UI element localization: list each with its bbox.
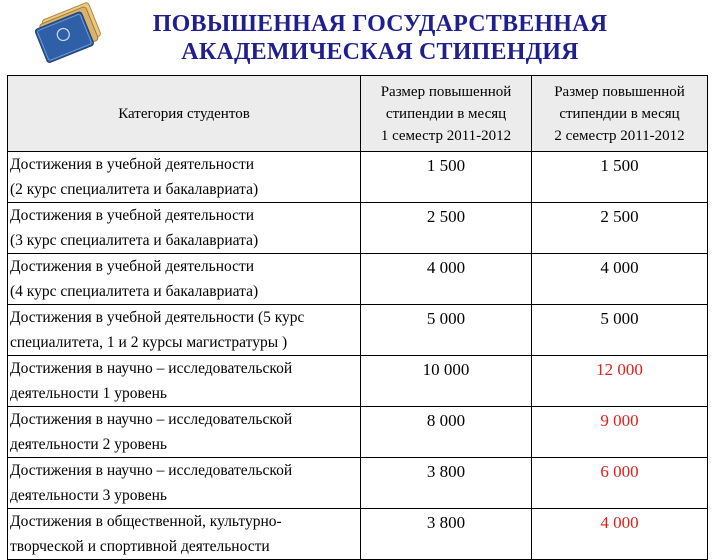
semester-2-amount: 9 000 xyxy=(532,407,708,458)
semester-1-amount: 10 000 xyxy=(361,356,532,407)
table-row xyxy=(8,356,708,407)
table-row xyxy=(8,509,708,560)
table-header-row xyxy=(8,76,708,152)
semester-1-amount: 3 800 xyxy=(361,458,532,509)
category-cell: Достижения в учебной деятельности (2 курс специалитета и бакалавриата) xyxy=(8,152,361,203)
category-cell: Достижения в учебной деятельности (5 курс специалитета, 1 и 2 курсы магистратуры ) xyxy=(8,305,361,356)
semester-1-amount: 2 500 xyxy=(361,203,532,254)
title-line-2: АКАДЕМИЧЕСКАЯ СТИПЕНДИЯ xyxy=(181,39,579,65)
semester-1-amount: 8 000 xyxy=(361,407,532,458)
table-row xyxy=(8,152,708,203)
title-line-1: ПОВЫШЕННАЯ ГОСУДАРСТВЕННАЯ xyxy=(152,11,608,37)
category-cell: Достижения в учебной деятельности (4 курс специалитета и бакалавриата) xyxy=(8,254,361,305)
page-title xyxy=(130,10,630,66)
header-semester-2: Размер повышенной стипендии в месяц 2 семестр 2011-2012 xyxy=(532,76,708,152)
semester-1-amount: 1 500 xyxy=(361,152,532,203)
student-record-books-icon xyxy=(22,2,112,64)
scholarship-table xyxy=(7,75,708,560)
category-cell: Достижения в общественной, культурно- творческой и спортивной деятельности xyxy=(8,509,361,560)
semester-2-amount: 1 500 xyxy=(532,152,708,203)
table-row xyxy=(8,305,708,356)
semester-2-amount: 6 000 xyxy=(532,458,708,509)
semester-1-amount: 3 800 xyxy=(361,509,532,560)
semester-1-amount: 4 000 xyxy=(361,254,532,305)
semester-2-amount: 5 000 xyxy=(532,305,708,356)
category-cell: Достижения в научно – исследовательской деятельности 3 уровень xyxy=(8,458,361,509)
category-cell: Достижения в научно – исследовательской деятельности 2 уровень xyxy=(8,407,361,458)
semester-2-amount: 12 000 xyxy=(532,356,708,407)
header-category: Категория студентов xyxy=(8,76,361,152)
table-row xyxy=(8,203,708,254)
table-row xyxy=(8,407,708,458)
category-cell: Достижения в научно – исследовательской деятельности 1 уровень xyxy=(8,356,361,407)
semester-1-amount: 5 000 xyxy=(361,305,532,356)
table-row xyxy=(8,458,708,509)
semester-2-amount: 4 000 xyxy=(532,254,708,305)
semester-2-amount: 4 000 xyxy=(532,509,708,560)
semester-2-amount: 2 500 xyxy=(532,203,708,254)
header-semester-1: Размер повышенной стипендии в месяц 1 семестр 2011-2012 xyxy=(361,76,532,152)
table-row xyxy=(8,254,708,305)
category-cell: Достижения в учебной деятельности (3 курс специалитета и бакалавриата) xyxy=(8,203,361,254)
